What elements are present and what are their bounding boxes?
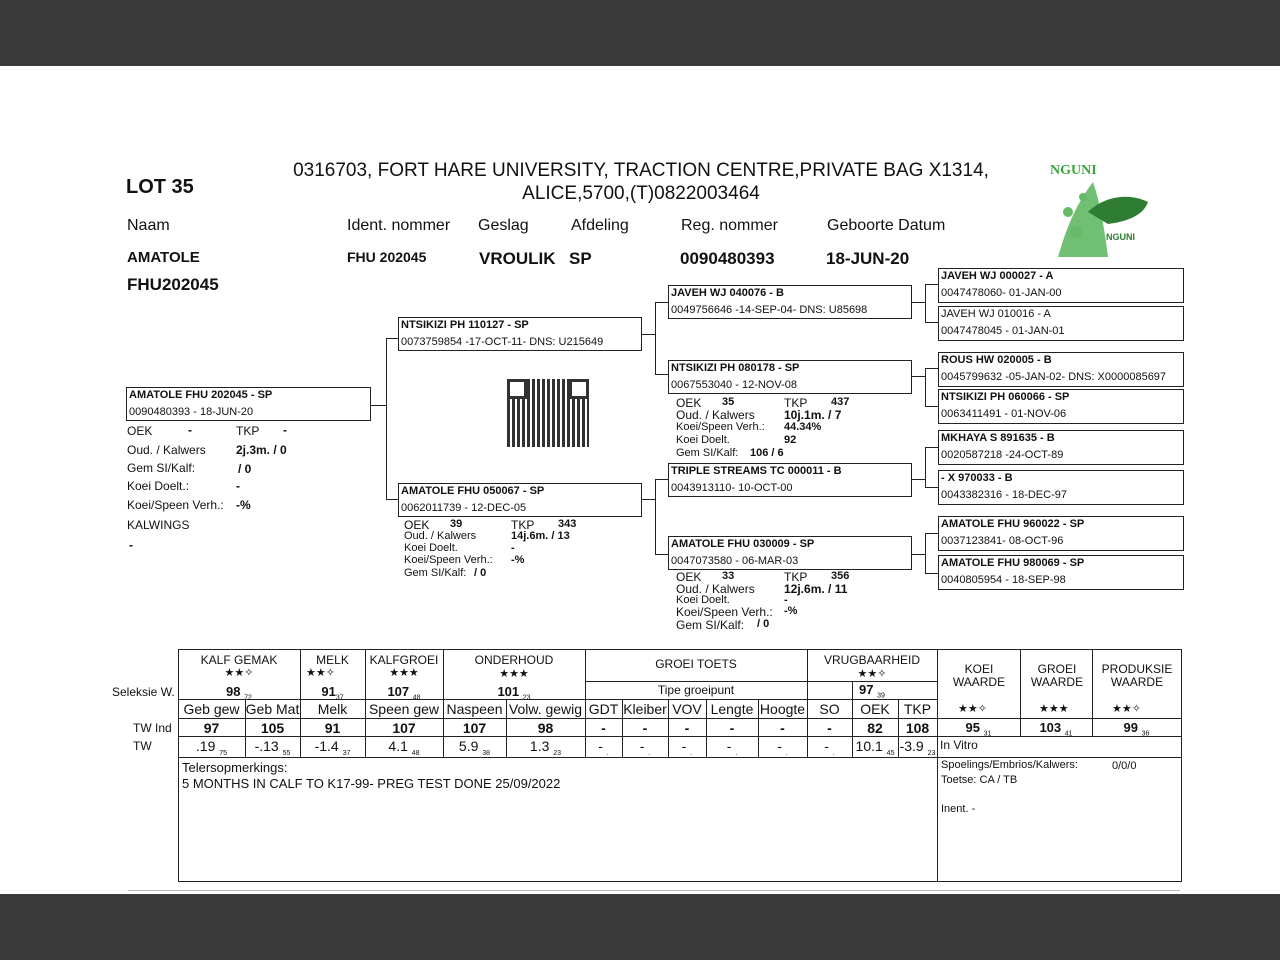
dam-sire-name: TRIPLE STREAMS TC 000011 - B bbox=[671, 465, 842, 477]
column-header: Naspeen bbox=[446, 701, 503, 717]
dd-gem-value: / 0 bbox=[757, 618, 770, 630]
seleksie-vrugbaarheid: 97 $_{39}$ bbox=[859, 682, 885, 700]
column-header: Hoogte bbox=[759, 701, 806, 717]
dd-oek-value: 33 bbox=[722, 570, 735, 582]
dam-oud-label: Oud. / Kalwers bbox=[404, 530, 477, 542]
dam-name: AMATOLE FHU 050067 - SP bbox=[401, 485, 545, 497]
animal-geboorte: 18-JUN-20 bbox=[826, 249, 910, 268]
twind-produksie: 99 $_{36}$ bbox=[1123, 720, 1150, 738]
ancestor-name: AMATOLE FHU 980069 - SP bbox=[941, 557, 1085, 569]
sd-speen-value: 44.34% bbox=[784, 421, 822, 433]
lot-number: LOT 35 bbox=[126, 176, 194, 198]
tw-accuracy: . bbox=[606, 749, 609, 757]
tw-accuracy: 45 bbox=[886, 749, 895, 757]
label-geboorte: Geboorte Datum bbox=[827, 217, 946, 234]
dam-speen-label: Koei/Speen Verh.: bbox=[404, 554, 493, 566]
sd-oud-label: Oud. / Kalwers bbox=[676, 408, 755, 422]
label-reg: Reg. nommer bbox=[681, 217, 778, 234]
tw-accuracy: 38 bbox=[482, 749, 491, 757]
animal-reg: 0090480393 bbox=[680, 249, 775, 268]
tw-cell bbox=[245, 738, 300, 757]
tw-cell bbox=[706, 738, 758, 757]
twind-koei: 95 $_{31}$ bbox=[965, 720, 992, 738]
subject-name: AMATOLE FHU 202045 - SP bbox=[129, 389, 273, 401]
ancestor-reg: 0037123841- 08-OCT-96 bbox=[941, 535, 1064, 547]
twind-cell: - bbox=[780, 720, 785, 736]
tw-cell bbox=[852, 738, 898, 757]
tw-cell bbox=[178, 738, 245, 757]
label-afdeling: Afdeling bbox=[571, 217, 629, 234]
dam-oud-value: 14j.6m. / 13 bbox=[511, 530, 570, 542]
dd-tkp-label: TKP bbox=[784, 570, 808, 584]
dd-doelt-label: Koei Doelt. bbox=[676, 594, 730, 606]
subject-speen-label: Koei/Speen Verh.: bbox=[127, 498, 224, 512]
sd-speen-label: Koei/Speen Verh.: bbox=[676, 421, 765, 433]
twind-cell: - bbox=[827, 720, 832, 736]
header-kalfgemak: KALF GEMAK bbox=[200, 653, 278, 667]
tw-cell bbox=[585, 738, 622, 757]
row-label-seleksie: Seleksie W. bbox=[112, 685, 175, 699]
subject-oud-label: Oud. / Kalwers bbox=[127, 443, 206, 457]
dam-gem-label: Gem SI/Kalf: bbox=[404, 567, 467, 579]
sire-sire-reg: 0049756646 -14-SEP-04- DNS: U85698 bbox=[671, 304, 868, 316]
dd-oek-label: OEK bbox=[676, 570, 702, 584]
tw-value: - bbox=[824, 738, 829, 754]
tw-cell bbox=[300, 738, 365, 757]
column-header: SO bbox=[819, 701, 840, 717]
dam-tkp-value: 343 bbox=[558, 518, 577, 530]
tw-cell bbox=[898, 738, 937, 757]
dam-dam-name: AMATOLE FHU 030009 - SP bbox=[671, 538, 815, 550]
ancestor-name: ROUS HW 020005 - B bbox=[941, 354, 1052, 366]
seleksie-onderhoud: 101 $_{23}$ bbox=[497, 684, 531, 702]
subject-oek-label: OEK bbox=[127, 424, 153, 438]
subject-speen-value: -% bbox=[236, 498, 251, 512]
twind-cell: 107 bbox=[392, 720, 416, 736]
twind-cell: 97 bbox=[203, 720, 220, 736]
twind-cell: - bbox=[642, 720, 648, 736]
seleksie-kalfgroei: 107 $_{48}$ bbox=[387, 684, 421, 702]
animal-ident: FHU 202045 bbox=[347, 249, 427, 265]
tw-value: - bbox=[777, 738, 782, 754]
invitro-label: In Vitro bbox=[940, 738, 978, 752]
tw-value: - bbox=[598, 738, 603, 754]
tw-accuracy: 75 bbox=[219, 749, 228, 757]
dd-speen-label: Koei/Speen Verh.: bbox=[676, 605, 773, 619]
seleksie-kalfgemak: 98 $_{72}$ bbox=[226, 684, 252, 702]
tw-accuracy: 23 bbox=[927, 749, 936, 757]
ancestor-name: MKHAYA S 891635 - B bbox=[941, 432, 1055, 444]
tw-value: 1.3 bbox=[529, 738, 550, 754]
twind-cell: 82 bbox=[867, 720, 883, 736]
sire-sire-name: JAVEH WJ 040076 - B bbox=[671, 287, 784, 299]
header-produksie-waarde: PRODUKSIE WAARDE bbox=[1101, 662, 1173, 689]
svg-text:NGUNI: NGUNI bbox=[1050, 163, 1097, 178]
tw-value: -.13 bbox=[254, 738, 279, 754]
sd-gem-label: Gem SI/Kalf: bbox=[676, 447, 739, 459]
subject-gem-label: Gem SI/Kalf: bbox=[127, 461, 196, 475]
tw-cell bbox=[365, 738, 443, 757]
dd-oud-value: 12j.6m. / 11 bbox=[784, 582, 848, 596]
spoelings-value: 0/0/0 bbox=[1112, 760, 1137, 772]
stars-onderhoud: ★★★ bbox=[499, 668, 529, 680]
ancestor-reg: 0043382316 - 18-DEC-97 bbox=[941, 489, 1067, 501]
subject-kalwings-label: KALWINGS bbox=[127, 518, 190, 532]
tw-cell bbox=[758, 738, 807, 757]
stars-koei: ★★✧ bbox=[958, 703, 987, 715]
twind-cell: 91 bbox=[324, 720, 341, 736]
twind-cell: 105 bbox=[260, 720, 285, 736]
header-koei-waarde: KOEI WAARDE bbox=[952, 662, 1006, 689]
column-header: Kleiber bbox=[623, 701, 667, 717]
subject-kalwings-value: - bbox=[129, 538, 133, 552]
tw-value: 10.1 bbox=[855, 738, 883, 754]
ancestor-name: NTSIKIZI PH 060066 - SP bbox=[941, 391, 1070, 403]
svg-text:NGUNI: NGUNI bbox=[1106, 232, 1135, 242]
column-header: Volw. gewig bbox=[508, 701, 583, 717]
tw-value: -3.9 bbox=[899, 738, 924, 754]
tw-accuracy: 48 bbox=[411, 749, 420, 757]
tw-accuracy: . bbox=[735, 749, 738, 757]
label-geslag: Geslag bbox=[478, 217, 529, 234]
tw-cell bbox=[443, 738, 506, 757]
column-header: Speen gew bbox=[368, 701, 440, 717]
column-header: OEK bbox=[860, 701, 890, 717]
dd-doelt-value: - bbox=[784, 594, 788, 606]
tw-cell bbox=[506, 738, 585, 757]
header-onderhoud: ONDERHOUD bbox=[474, 653, 554, 667]
pedigree-page bbox=[0, 66, 1280, 894]
column-header: Geb Mat bbox=[245, 701, 300, 717]
sd-tkp-label: TKP bbox=[784, 396, 808, 410]
breeder-line-2: ALICE,5700,(T)0822003464 bbox=[522, 183, 760, 204]
twind-cell: 107 bbox=[462, 720, 487, 736]
remarks-text: 5 MONTHS IN CALF TO K17-99- PREG TEST DONE 25/09/2022 bbox=[182, 776, 561, 791]
seleksie-melk: $91_{37}$ bbox=[321, 684, 344, 702]
subject-gem-value: / 0 bbox=[238, 462, 252, 476]
ancestor-reg: 0047478045 - 01-JAN-01 bbox=[941, 325, 1065, 337]
column-header: GDT bbox=[588, 701, 619, 717]
subject-oud-value: 2j.3m. / 0 bbox=[236, 443, 287, 457]
column-header: Lengte bbox=[710, 701, 754, 717]
ancestor-name: JAVEH WJ 000027 - A bbox=[941, 270, 1054, 282]
ancestor-reg: 0020587218 -24-OCT-89 bbox=[941, 449, 1064, 461]
stars-kalfgemak: ★★✧ bbox=[224, 667, 254, 679]
dam-oek-label: OEK bbox=[404, 518, 430, 532]
sd-tkp-value: 437 bbox=[831, 396, 850, 408]
subject-reg: 0090480393 - 18-JUN-20 bbox=[129, 406, 254, 418]
tw-cell bbox=[668, 738, 706, 757]
twind-cell: - bbox=[684, 720, 690, 736]
tw-value: 4.1 bbox=[388, 738, 408, 754]
header-kalfgroei: KALFGROEI bbox=[369, 653, 439, 667]
animal-naam: AMATOLE bbox=[127, 249, 200, 266]
row-label-twind: TW Ind bbox=[133, 721, 172, 735]
stars-produksie: ★★✧ bbox=[1112, 703, 1141, 715]
ancestor-name: - X 970033 - B bbox=[941, 472, 1013, 484]
header-groeitoets: GROEI TOETS bbox=[655, 657, 737, 671]
ancestor-reg: 0047478060- 01-JAN-00 bbox=[941, 287, 1062, 299]
dam-speen-value: -% bbox=[511, 554, 525, 566]
tw-value: - bbox=[726, 738, 732, 754]
sd-oek-value: 35 bbox=[722, 396, 735, 408]
ancestor-name: JAVEH WJ 010016 - A bbox=[941, 308, 1051, 320]
header-melk: MELK bbox=[316, 653, 349, 667]
inent: Inent. - bbox=[941, 803, 976, 815]
tw-accuracy: . bbox=[690, 749, 693, 757]
tw-accuracy: 37 bbox=[342, 749, 351, 757]
sd-doelt-value: 92 bbox=[784, 434, 797, 446]
tw-accuracy: 23 bbox=[553, 749, 562, 757]
twind-cell: - bbox=[601, 720, 606, 736]
dam-doelt-label: Koei Doelt. bbox=[404, 542, 458, 554]
sire-dam-reg: 0067553040 - 12-NOV-08 bbox=[671, 379, 797, 391]
stars-melk: ★★✧ bbox=[306, 667, 335, 679]
column-header: Melk bbox=[317, 701, 348, 717]
label-naam: Naam bbox=[127, 217, 170, 234]
spoelings-label: Spoelings/Embrios/Kalwers: bbox=[941, 759, 1078, 771]
dam-doelt-value: - bbox=[511, 542, 515, 554]
tw-accuracy: . bbox=[648, 749, 651, 757]
animal-afdeling: SP bbox=[569, 249, 592, 268]
stars-kalfgroei: ★★★ bbox=[389, 667, 419, 679]
sire-dam-name: NTSIKIZI PH 080178 - SP bbox=[671, 362, 800, 374]
stars-vrugbaarheid: ★★✧ bbox=[857, 668, 887, 680]
ancestor-reg: 0063411491 - 01-NOV-06 bbox=[941, 408, 1067, 420]
twind-cell: 108 bbox=[905, 720, 930, 736]
dam-tkp-label: TKP bbox=[511, 518, 535, 532]
tw-value: .19 bbox=[195, 738, 216, 754]
stars-groei: ★★★ bbox=[1039, 703, 1069, 715]
subject-tkp-label: TKP bbox=[236, 424, 260, 438]
ancestor-name: AMATOLE FHU 960022 - SP bbox=[941, 518, 1085, 530]
column-header: VOV bbox=[672, 701, 702, 717]
breeder-line-1: 0316703, FORT HARE UNIVERSITY, TRACTION CENTRE,PRIVATE BAG X1314, bbox=[293, 160, 989, 181]
dd-tkp-value: 356 bbox=[831, 570, 850, 582]
animal-geslag: VROULIK bbox=[479, 249, 556, 268]
animal-id: FHU202045 bbox=[127, 275, 219, 294]
sire-reg: 0073759854 -17-OCT-11- DNS: U215649 bbox=[401, 336, 604, 348]
row-label-tw: TW bbox=[133, 739, 152, 753]
tw-value: - bbox=[681, 738, 687, 754]
dd-gem-label: Gem SI/Kalf: bbox=[676, 618, 745, 632]
sd-doelt-label: Koei Doelt. bbox=[676, 434, 730, 446]
dam-reg: 0062011739 - 12-DEC-05 bbox=[401, 502, 527, 514]
dd-speen-value: -% bbox=[784, 605, 798, 617]
column-header: Geb gew bbox=[183, 701, 240, 717]
toetse: Toetse: CA / TB bbox=[941, 774, 1018, 786]
subject-doelt-label: Koei Doelt.: bbox=[127, 479, 190, 493]
dam-dam-reg: 0047073580 - 06-MAR-03 bbox=[671, 555, 799, 567]
subject-tkp-value: - bbox=[283, 423, 287, 437]
dam-gem-value: / 0 bbox=[474, 567, 487, 579]
header-groei-waarde: GROEI WAARDE bbox=[1030, 662, 1084, 689]
tw-value: 5.9 bbox=[458, 738, 479, 754]
sd-oud-value: 10j.1m. / 7 bbox=[784, 408, 842, 422]
tw-accuracy: . bbox=[832, 749, 835, 757]
twind-cell: 98 bbox=[537, 720, 554, 736]
tw-accuracy: . bbox=[785, 749, 788, 757]
dam-sire-reg: 0043913110- 10-OCT-00 bbox=[671, 482, 793, 494]
sd-oek-label: OEK bbox=[676, 396, 702, 410]
sire-name: NTSIKIZI PH 110127 - SP bbox=[401, 319, 529, 331]
ancestor-reg: 0040805954 - 18-SEP-98 bbox=[941, 574, 1066, 586]
ancestor-reg: 0045799632 -05-JAN-02- DNS: X0000085697 bbox=[941, 371, 1167, 383]
dd-oud-label: Oud. / Kalwers bbox=[676, 582, 755, 596]
sd-gem-value: 106 / 6 bbox=[750, 447, 784, 459]
subject-doelt-value: - bbox=[236, 479, 240, 493]
column-header: TKP bbox=[903, 701, 932, 717]
dam-oek-value: 39 bbox=[450, 518, 463, 530]
label-ident: Ident. nommer bbox=[347, 217, 451, 234]
tw-accuracy: 55 bbox=[282, 749, 291, 757]
tw-value: - bbox=[639, 738, 645, 754]
header-vrugbaarheid: VRUGBAARHEID bbox=[823, 653, 921, 667]
tw-value: -1.4 bbox=[314, 738, 339, 754]
remarks-label: Telersopmerkings: bbox=[182, 760, 288, 775]
tw-cell bbox=[622, 738, 668, 757]
header-tipe: Tipe groeipunt bbox=[657, 683, 735, 697]
tw-cell bbox=[807, 738, 852, 757]
subject-oek-value: - bbox=[188, 423, 192, 437]
twind-cell: - bbox=[729, 720, 735, 736]
twind-groei: 103 $_{41}$ bbox=[1039, 720, 1073, 738]
